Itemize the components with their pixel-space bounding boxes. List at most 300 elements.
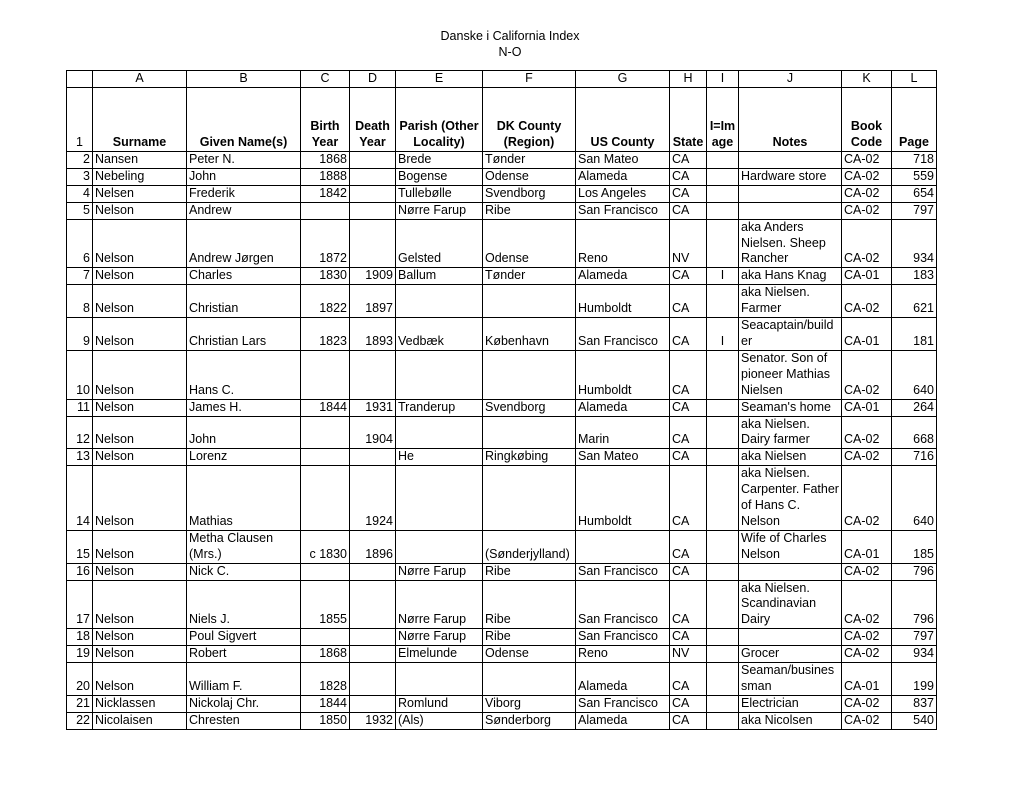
us-county-cell[interactable] <box>576 530 670 563</box>
parish-cell[interactable] <box>396 663 483 696</box>
parish-cell[interactable]: He <box>396 449 483 466</box>
state-cell[interactable]: CA <box>670 712 707 729</box>
row-number[interactable]: 9 <box>67 318 93 351</box>
us-county-cell[interactable]: San Francisco <box>576 202 670 219</box>
immigration-cell[interactable] <box>707 399 739 416</box>
state-cell[interactable]: CA <box>670 629 707 646</box>
death-year-cell[interactable] <box>350 202 396 219</box>
notes-cell[interactable]: Seaman's home <box>739 399 842 416</box>
state-cell[interactable]: CA <box>670 663 707 696</box>
column-letter-h[interactable]: H <box>670 71 707 88</box>
parish-cell[interactable]: Ballum <box>396 268 483 285</box>
column-letter-b[interactable]: B <box>187 71 301 88</box>
notes-cell[interactable]: aka Nielsen. Dairy farmer <box>739 416 842 449</box>
death-year-cell[interactable] <box>350 695 396 712</box>
state-cell[interactable]: NV <box>670 219 707 268</box>
header-state[interactable]: State <box>670 88 707 152</box>
death-year-cell[interactable]: 1896 <box>350 530 396 563</box>
immigration-cell[interactable] <box>707 563 739 580</box>
dk-county-cell[interactable]: (Sønderjylland) <box>483 530 576 563</box>
column-letter-k[interactable]: K <box>842 71 892 88</box>
birth-year-cell[interactable] <box>301 202 350 219</box>
notes-cell[interactable]: aka Nielsen. Scandinavian Dairy <box>739 580 842 629</box>
surname-cell[interactable]: Nicklassen <box>93 695 187 712</box>
row-number[interactable]: 4 <box>67 185 93 202</box>
page-cell[interactable]: 185 <box>892 530 937 563</box>
book-code-cell[interactable]: CA-02 <box>842 712 892 729</box>
parish-cell[interactable]: Nørre Farup <box>396 580 483 629</box>
death-year-cell[interactable] <box>350 629 396 646</box>
death-year-cell[interactable]: 1909 <box>350 268 396 285</box>
state-cell[interactable]: NV <box>670 646 707 663</box>
column-letter-l[interactable]: L <box>892 71 937 88</box>
us-county-cell[interactable]: Alameda <box>576 268 670 285</box>
immigration-cell[interactable]: I <box>707 268 739 285</box>
page-cell[interactable]: 668 <box>892 416 937 449</box>
us-county-cell[interactable]: San Francisco <box>576 629 670 646</box>
notes-cell[interactable] <box>739 563 842 580</box>
death-year-cell[interactable] <box>350 663 396 696</box>
book-code-cell[interactable]: CA-01 <box>842 663 892 696</box>
state-cell[interactable]: CA <box>670 466 707 531</box>
surname-cell[interactable]: Nelson <box>93 350 187 399</box>
row-number[interactable]: 14 <box>67 466 93 531</box>
surname-cell[interactable]: Nelson <box>93 416 187 449</box>
row-number[interactable]: 12 <box>67 416 93 449</box>
surname-cell[interactable]: Nelson <box>93 580 187 629</box>
immigration-cell[interactable]: I <box>707 318 739 351</box>
us-county-cell[interactable]: Humboldt <box>576 285 670 318</box>
parish-cell[interactable]: Elmelunde <box>396 646 483 663</box>
given-names-cell[interactable]: James H. <box>187 399 301 416</box>
header-given-names[interactable]: Given Name(s) <box>187 88 301 152</box>
row-number[interactable]: 10 <box>67 350 93 399</box>
column-letter-c[interactable]: C <box>301 71 350 88</box>
row-number[interactable]: 15 <box>67 530 93 563</box>
notes-cell[interactable]: Electrician <box>739 695 842 712</box>
state-cell[interactable]: CA <box>670 152 707 169</box>
row-number[interactable]: 20 <box>67 663 93 696</box>
birth-year-cell[interactable] <box>301 416 350 449</box>
us-county-cell[interactable]: San Francisco <box>576 563 670 580</box>
state-cell[interactable]: CA <box>670 416 707 449</box>
state-cell[interactable]: CA <box>670 185 707 202</box>
surname-cell[interactable]: Nelson <box>93 530 187 563</box>
death-year-cell[interactable] <box>350 168 396 185</box>
state-cell[interactable]: CA <box>670 350 707 399</box>
parish-cell[interactable]: (Als) <box>396 712 483 729</box>
page-cell[interactable]: 640 <box>892 350 937 399</box>
page-cell[interactable]: 934 <box>892 219 937 268</box>
immigration-cell[interactable] <box>707 663 739 696</box>
page-cell[interactable]: 199 <box>892 663 937 696</box>
us-county-cell[interactable]: Humboldt <box>576 466 670 531</box>
given-names-cell[interactable]: Charles <box>187 268 301 285</box>
column-letter-j[interactable]: J <box>739 71 842 88</box>
book-code-cell[interactable]: CA-01 <box>842 399 892 416</box>
us-county-cell[interactable]: Reno <box>576 219 670 268</box>
notes-cell[interactable]: aka Nielsen. Carpenter. Father of Hans C. Nelson <box>739 466 842 531</box>
us-county-cell[interactable]: Alameda <box>576 712 670 729</box>
book-code-cell[interactable]: CA-02 <box>842 563 892 580</box>
notes-cell[interactable] <box>739 152 842 169</box>
state-cell[interactable]: CA <box>670 202 707 219</box>
notes-cell[interactable] <box>739 202 842 219</box>
given-names-cell[interactable]: Christian <box>187 285 301 318</box>
state-cell[interactable]: CA <box>670 449 707 466</box>
surname-cell[interactable]: Nelson <box>93 202 187 219</box>
dk-county-cell[interactable]: Ribe <box>483 629 576 646</box>
given-names-cell[interactable]: Peter N. <box>187 152 301 169</box>
immigration-cell[interactable] <box>707 285 739 318</box>
dk-county-cell[interactable]: Tønder <box>483 268 576 285</box>
surname-cell[interactable]: Nelson <box>93 629 187 646</box>
surname-cell[interactable]: Nelson <box>93 646 187 663</box>
death-year-cell[interactable] <box>350 219 396 268</box>
page-cell[interactable]: 796 <box>892 563 937 580</box>
death-year-cell[interactable] <box>350 580 396 629</box>
us-county-cell[interactable]: San Mateo <box>576 449 670 466</box>
death-year-cell[interactable]: 1893 <box>350 318 396 351</box>
row-number[interactable]: 7 <box>67 268 93 285</box>
notes-cell[interactable] <box>739 629 842 646</box>
dk-county-cell[interactable] <box>483 663 576 696</box>
surname-cell[interactable]: Nelson <box>93 318 187 351</box>
given-names-cell[interactable]: Mathias <box>187 466 301 531</box>
book-code-cell[interactable]: CA-02 <box>842 202 892 219</box>
row-number[interactable]: 5 <box>67 202 93 219</box>
death-year-cell[interactable]: 1924 <box>350 466 396 531</box>
notes-cell[interactable]: aka Nielsen <box>739 449 842 466</box>
given-names-cell[interactable]: Nick C. <box>187 563 301 580</box>
book-code-cell[interactable]: CA-02 <box>842 449 892 466</box>
us-county-cell[interactable]: Alameda <box>576 168 670 185</box>
death-year-cell[interactable] <box>350 563 396 580</box>
birth-year-cell[interactable]: 1844 <box>301 695 350 712</box>
given-names-cell[interactable]: Hans C. <box>187 350 301 399</box>
book-code-cell[interactable]: CA-02 <box>842 580 892 629</box>
notes-cell[interactable]: Hardware store <box>739 168 842 185</box>
dk-county-cell[interactable]: Svendborg <box>483 399 576 416</box>
page-cell[interactable]: 264 <box>892 399 937 416</box>
row-number[interactable]: 18 <box>67 629 93 646</box>
header-us-county[interactable]: US County <box>576 88 670 152</box>
birth-year-cell[interactable]: 1828 <box>301 663 350 696</box>
birth-year-cell[interactable]: 1842 <box>301 185 350 202</box>
parish-cell[interactable]: Nørre Farup <box>396 202 483 219</box>
book-code-cell[interactable]: CA-02 <box>842 466 892 531</box>
parish-cell[interactable]: Nørre Farup <box>396 629 483 646</box>
row-number[interactable]: 3 <box>67 168 93 185</box>
header-page[interactable]: Page <box>892 88 937 152</box>
given-names-cell[interactable]: John <box>187 168 301 185</box>
dk-county-cell[interactable] <box>483 416 576 449</box>
immigration-cell[interactable] <box>707 185 739 202</box>
birth-year-cell[interactable]: 1823 <box>301 318 350 351</box>
state-cell[interactable]: CA <box>670 285 707 318</box>
notes-cell[interactable]: aka Nielsen. Farmer <box>739 285 842 318</box>
birth-year-cell[interactable]: 1872 <box>301 219 350 268</box>
given-names-cell[interactable]: Robert <box>187 646 301 663</box>
immigration-cell[interactable] <box>707 152 739 169</box>
notes-cell[interactable] <box>739 185 842 202</box>
row-number[interactable]: 8 <box>67 285 93 318</box>
surname-cell[interactable]: Nicolaisen <box>93 712 187 729</box>
surname-cell[interactable]: Nelson <box>93 466 187 531</box>
immigration-cell[interactable] <box>707 350 739 399</box>
page-cell[interactable]: 181 <box>892 318 937 351</box>
header-birth-year[interactable]: Birth Year <box>301 88 350 152</box>
header-surname[interactable]: Surname <box>93 88 187 152</box>
row-number[interactable]: 17 <box>67 580 93 629</box>
parish-cell[interactable] <box>396 530 483 563</box>
birth-year-cell[interactable]: 1830 <box>301 268 350 285</box>
us-county-cell[interactable]: Alameda <box>576 663 670 696</box>
surname-cell[interactable]: Nelson <box>93 285 187 318</box>
page-cell[interactable]: 797 <box>892 202 937 219</box>
parish-cell[interactable] <box>396 416 483 449</box>
column-letter-g[interactable]: G <box>576 71 670 88</box>
immigration-cell[interactable] <box>707 202 739 219</box>
immigration-cell[interactable] <box>707 530 739 563</box>
parish-cell[interactable]: Tullebølle <box>396 185 483 202</box>
birth-year-cell[interactable]: 1850 <box>301 712 350 729</box>
page-cell[interactable]: 654 <box>892 185 937 202</box>
page-cell[interactable]: 934 <box>892 646 937 663</box>
dk-county-cell[interactable]: Sønderborg <box>483 712 576 729</box>
book-code-cell[interactable]: CA-02 <box>842 152 892 169</box>
birth-year-cell[interactable] <box>301 629 350 646</box>
page-cell[interactable]: 718 <box>892 152 937 169</box>
death-year-cell[interactable]: 1904 <box>350 416 396 449</box>
notes-cell[interactable]: Grocer <box>739 646 842 663</box>
immigration-cell[interactable] <box>707 449 739 466</box>
book-code-cell[interactable]: CA-01 <box>842 530 892 563</box>
state-cell[interactable]: CA <box>670 580 707 629</box>
birth-year-cell[interactable]: 1888 <box>301 168 350 185</box>
page-cell[interactable]: 559 <box>892 168 937 185</box>
row-number[interactable]: 19 <box>67 646 93 663</box>
us-county-cell[interactable]: Alameda <box>576 399 670 416</box>
row-number[interactable]: 21 <box>67 695 93 712</box>
select-all-corner[interactable] <box>67 71 93 88</box>
surname-cell[interactable]: Nelson <box>93 268 187 285</box>
row-number[interactable]: 16 <box>67 563 93 580</box>
immigration-cell[interactable] <box>707 646 739 663</box>
death-year-cell[interactable] <box>350 152 396 169</box>
birth-year-cell[interactable]: 1822 <box>301 285 350 318</box>
book-code-cell[interactable]: CA-02 <box>842 185 892 202</box>
parish-cell[interactable]: Nørre Farup <box>396 563 483 580</box>
dk-county-cell[interactable]: København <box>483 318 576 351</box>
page-cell[interactable]: 796 <box>892 580 937 629</box>
dk-county-cell[interactable]: Ribe <box>483 202 576 219</box>
parish-cell[interactable]: Gelsted <box>396 219 483 268</box>
page-cell[interactable]: 183 <box>892 268 937 285</box>
table-row <box>67 580 937 629</box>
dk-county-cell[interactable]: Tønder <box>483 152 576 169</box>
us-county-cell[interactable]: San Mateo <box>576 152 670 169</box>
page-cell[interactable]: 621 <box>892 285 937 318</box>
row-number[interactable]: 2 <box>67 152 93 169</box>
us-county-cell[interactable]: Humboldt <box>576 350 670 399</box>
immigration-cell[interactable] <box>707 712 739 729</box>
page-cell[interactable]: 797 <box>892 629 937 646</box>
notes-cell[interactable]: Senator. Son of pioneer Mathias Nielsen <box>739 350 842 399</box>
given-names-cell[interactable]: Lorenz <box>187 449 301 466</box>
state-cell[interactable]: CA <box>670 563 707 580</box>
page-cell[interactable]: 640 <box>892 466 937 531</box>
birth-year-cell[interactable]: 1855 <box>301 580 350 629</box>
parish-cell[interactable] <box>396 466 483 531</box>
state-cell[interactable]: CA <box>670 168 707 185</box>
immigration-cell[interactable] <box>707 466 739 531</box>
surname-cell[interactable]: Nelson <box>93 219 187 268</box>
death-year-cell[interactable] <box>350 350 396 399</box>
given-names-cell[interactable]: Frederik <box>187 185 301 202</box>
birth-year-cell[interactable]: c 1830 <box>301 530 350 563</box>
row-number[interactable]: 1 <box>67 88 93 152</box>
us-county-cell[interactable]: Reno <box>576 646 670 663</box>
dk-county-cell[interactable]: Odense <box>483 219 576 268</box>
notes-cell[interactable]: Seacaptain/builder <box>739 318 842 351</box>
death-year-cell[interactable] <box>350 449 396 466</box>
page-cell[interactable]: 837 <box>892 695 937 712</box>
birth-year-cell[interactable] <box>301 563 350 580</box>
death-year-cell[interactable]: 1932 <box>350 712 396 729</box>
dk-county-cell[interactable]: Svendborg <box>483 185 576 202</box>
dk-county-cell[interactable]: Viborg <box>483 695 576 712</box>
parish-cell[interactable]: Vedbæk <box>396 318 483 351</box>
notes-cell[interactable]: aka Nicolsen <box>739 712 842 729</box>
header-book-code[interactable]: Book Code <box>842 88 892 152</box>
book-code-cell[interactable]: CA-02 <box>842 350 892 399</box>
book-code-cell[interactable]: CA-02 <box>842 695 892 712</box>
us-county-cell[interactable]: San Francisco <box>576 318 670 351</box>
us-county-cell[interactable]: Marin <box>576 416 670 449</box>
given-names-cell[interactable]: Niels J. <box>187 580 301 629</box>
state-cell[interactable]: CA <box>670 399 707 416</box>
column-letter-d[interactable]: D <box>350 71 396 88</box>
header-immigration[interactable]: I=Im age <box>707 88 739 152</box>
column-letter-e[interactable]: E <box>396 71 483 88</box>
parish-cell[interactable]: Romlund <box>396 695 483 712</box>
surname-cell[interactable]: Nelson <box>93 563 187 580</box>
notes-cell[interactable]: Wife of Charles Nelson <box>739 530 842 563</box>
header-parish[interactable]: Parish (Other Locality) <box>396 88 483 152</box>
surname-cell[interactable]: Nelson <box>93 663 187 696</box>
row-number[interactable]: 11 <box>67 399 93 416</box>
surname-cell[interactable]: Nelson <box>93 399 187 416</box>
birth-year-cell[interactable] <box>301 449 350 466</box>
notes-cell[interactable]: Seaman/businessman <box>739 663 842 696</box>
row-number[interactable]: 13 <box>67 449 93 466</box>
given-names-cell[interactable]: Metha Clausen (Mrs.) <box>187 530 301 563</box>
given-names-cell[interactable]: Nickolaj Chr. <box>187 695 301 712</box>
dk-county-cell[interactable] <box>483 350 576 399</box>
header-death-year[interactable]: Death Year <box>350 88 396 152</box>
immigration-cell[interactable] <box>707 168 739 185</box>
death-year-cell[interactable] <box>350 185 396 202</box>
dk-county-cell[interactable]: Ribe <box>483 580 576 629</box>
parish-cell[interactable]: Tranderup <box>396 399 483 416</box>
given-names-cell[interactable]: William F. <box>187 663 301 696</box>
us-county-cell[interactable]: Los Angeles <box>576 185 670 202</box>
row-number[interactable]: 22 <box>67 712 93 729</box>
book-code-cell[interactable]: CA-02 <box>842 168 892 185</box>
book-code-cell[interactable]: CA-02 <box>842 285 892 318</box>
us-county-cell[interactable]: San Francisco <box>576 580 670 629</box>
dk-county-cell[interactable] <box>483 285 576 318</box>
state-cell[interactable]: CA <box>670 695 707 712</box>
immigration-cell[interactable] <box>707 695 739 712</box>
birth-year-cell[interactable]: 1868 <box>301 152 350 169</box>
us-county-cell[interactable]: San Francisco <box>576 695 670 712</box>
dk-county-cell[interactable]: Ribe <box>483 563 576 580</box>
notes-cell[interactable]: aka Anders Nielsen. Sheep Rancher <box>739 219 842 268</box>
surname-cell[interactable]: Nansen <box>93 152 187 169</box>
surname-cell[interactable]: Nebeling <box>93 168 187 185</box>
book-code-cell[interactable]: CA-02 <box>842 629 892 646</box>
death-year-cell[interactable]: 1931 <box>350 399 396 416</box>
birth-year-cell[interactable]: 1844 <box>301 399 350 416</box>
parish-cell[interactable]: Bogense <box>396 168 483 185</box>
parish-cell[interactable] <box>396 350 483 399</box>
immigration-cell[interactable] <box>707 416 739 449</box>
birth-year-cell[interactable] <box>301 466 350 531</box>
book-code-cell[interactable]: CA-02 <box>842 646 892 663</box>
book-code-cell[interactable]: CA-01 <box>842 318 892 351</box>
book-code-cell[interactable]: CA-01 <box>842 268 892 285</box>
birth-year-cell[interactable]: 1868 <box>301 646 350 663</box>
book-code-cell[interactable]: CA-02 <box>842 416 892 449</box>
given-names-cell[interactable]: Andrew <box>187 202 301 219</box>
state-cell[interactable]: CA <box>670 318 707 351</box>
dk-county-cell[interactable]: Odense <box>483 168 576 185</box>
page-cell[interactable]: 540 <box>892 712 937 729</box>
death-year-cell[interactable] <box>350 646 396 663</box>
surname-cell[interactable]: Nelsen <box>93 185 187 202</box>
notes-cell[interactable]: aka Hans Knag <box>739 268 842 285</box>
column-letter-a[interactable]: A <box>93 71 187 88</box>
dk-county-cell[interactable]: Ringkøbing <box>483 449 576 466</box>
given-names-cell[interactable]: John <box>187 416 301 449</box>
immigration-cell[interactable] <box>707 629 739 646</box>
parish-cell[interactable] <box>396 285 483 318</box>
column-letter-f[interactable]: F <box>483 71 576 88</box>
dk-county-cell[interactable] <box>483 466 576 531</box>
state-cell[interactable]: CA <box>670 268 707 285</box>
column-letter-i[interactable]: I <box>707 71 739 88</box>
death-year-cell[interactable]: 1897 <box>350 285 396 318</box>
header-notes[interactable]: Notes <box>739 88 842 152</box>
book-code-cell[interactable]: CA-02 <box>842 219 892 268</box>
given-names-cell[interactable]: Poul Sigvert <box>187 629 301 646</box>
header-dk-county[interactable]: DK County (Region) <box>483 88 576 152</box>
page-cell[interactable]: 716 <box>892 449 937 466</box>
surname-cell[interactable]: Nelson <box>93 449 187 466</box>
immigration-cell[interactable] <box>707 580 739 629</box>
dk-county-cell[interactable]: Odense <box>483 646 576 663</box>
parish-cell[interactable]: Brede <box>396 152 483 169</box>
given-names-cell[interactable]: Christian Lars <box>187 318 301 351</box>
row-number[interactable]: 6 <box>67 219 93 268</box>
birth-year-cell[interactable] <box>301 350 350 399</box>
immigration-cell[interactable] <box>707 219 739 268</box>
state-cell[interactable]: CA <box>670 530 707 563</box>
given-names-cell[interactable]: Andrew Jørgen <box>187 219 301 268</box>
given-names-cell[interactable]: Chresten <box>187 712 301 729</box>
